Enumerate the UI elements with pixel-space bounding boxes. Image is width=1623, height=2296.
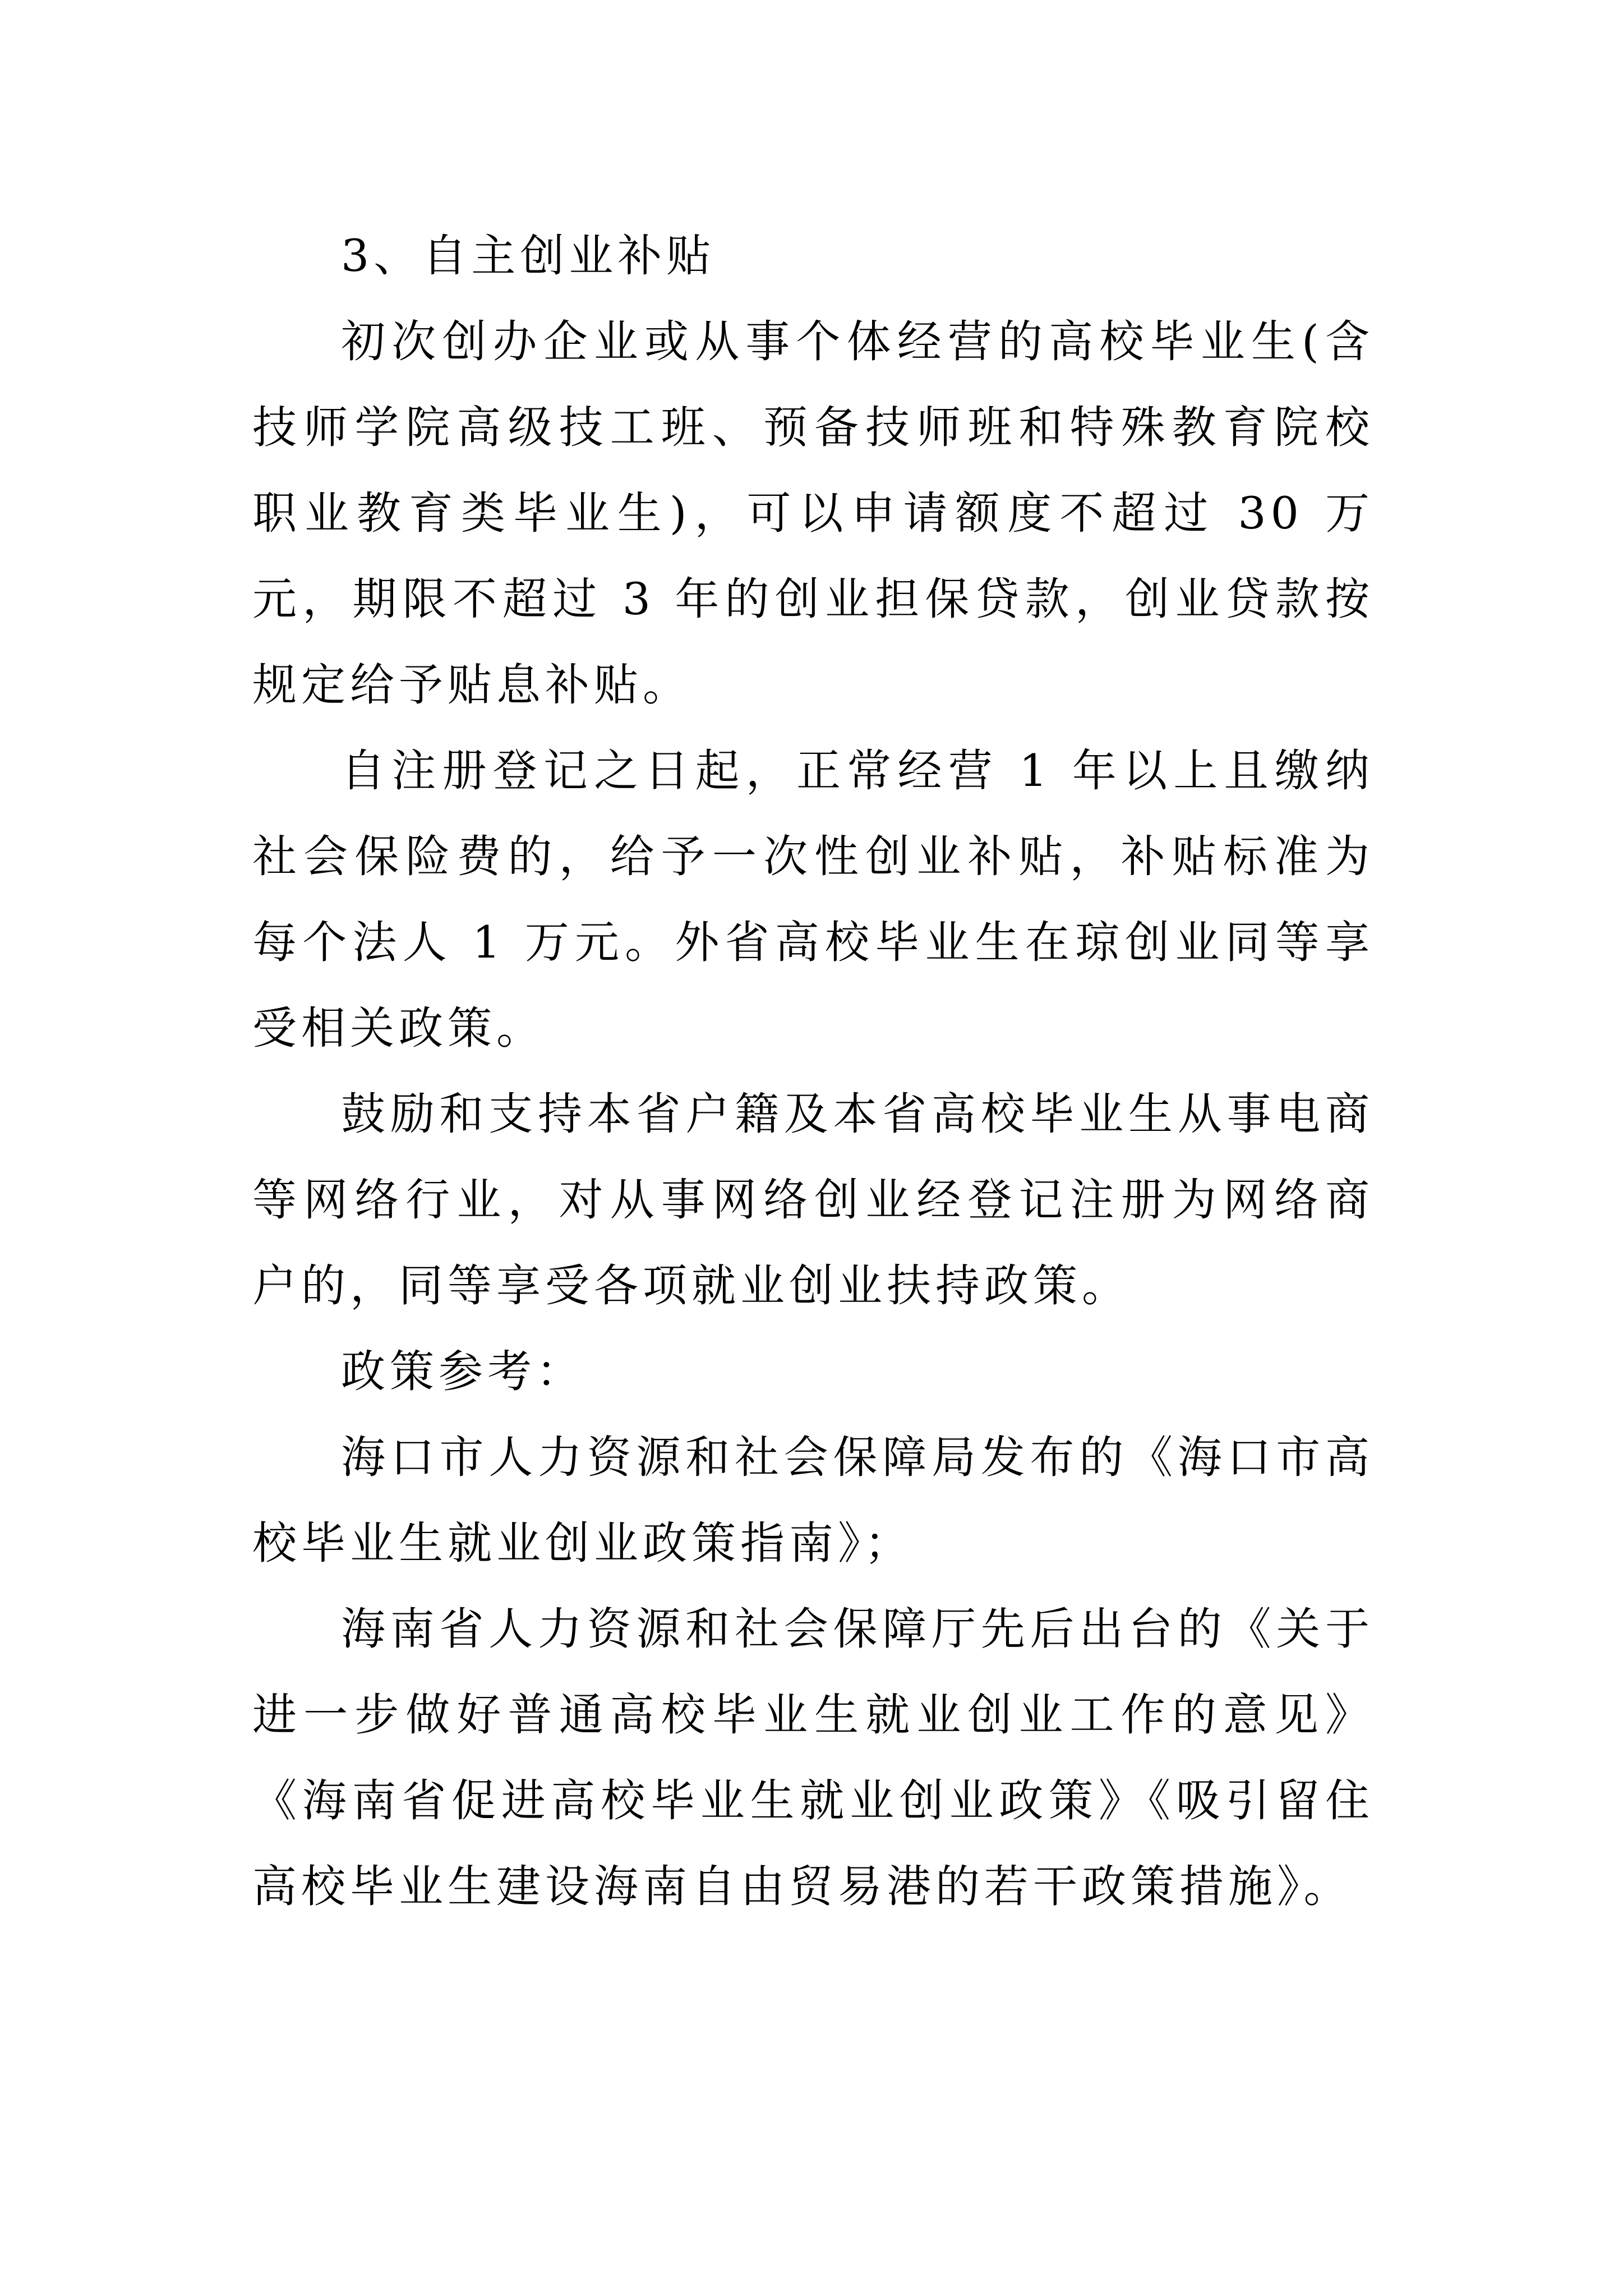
paragraph-hainan-policies: 海南省人力资源和社会保障厅先后出台的《关于进一步做好普通高校毕业生就业创业工作的意见》《海南省促进高校毕业生就业创业政策》《吸引留住高校毕业生建设海南自由贸易港的若干政策措施》。 [252, 1603, 1374, 1912]
paragraph-startup-subsidy: 自注册登记之日起，正常经营 1 年以上且缴纳社会保险费的，给予一次性创业补贴，补贴标准为每个法人 1 万元。外省高校毕业生在琼创业同等享受相关政策。 [252, 745, 1374, 1054]
section-heading: 3、自主创业补贴 [341, 230, 716, 282]
paragraph-loan-policy: 初次创办企业或从事个体经营的高校毕业生(含技师学院高级技工班、预备技师班和特殊教育院校职业教育类毕业生)，可以申请额度不超过 30 万元，期限不超过 3 年的创业担保贷款，创业贷款按规定给予贴息补贴。 [252, 316, 1374, 711]
paragraph-haikou-guide: 海口市人力资源和社会保障局发布的《海口市高校毕业生就业创业政策指南》； [252, 1432, 1374, 1569]
paragraph-policy-reference-label: 政策参考： [341, 1346, 585, 1397]
paragraph-ecommerce-support: 鼓励和支持本省户籍及本省高校毕业生从事电商等网络行业，对从事网络创业经登记注册为网络商户的，同等享受各项就业创业扶持政策。 [252, 1088, 1374, 1312]
document-body [252, 213, 1374, 1930]
